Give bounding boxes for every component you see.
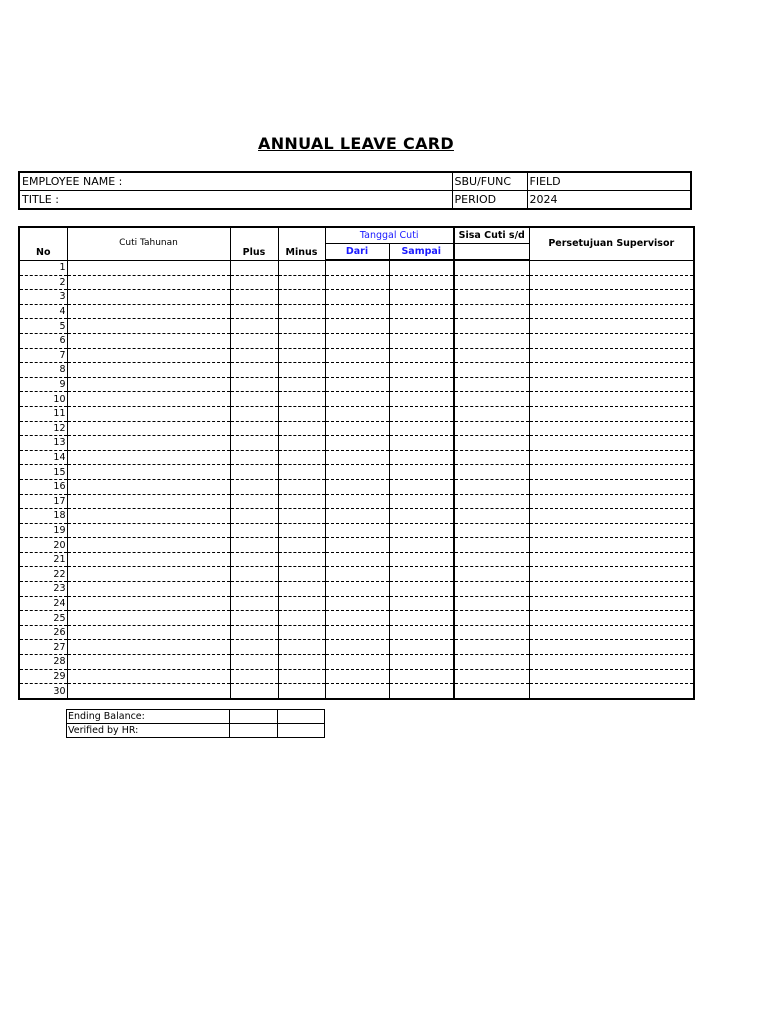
ending-balance-label: Ending Balance: (67, 710, 230, 724)
sampai-cell[interactable] (389, 552, 454, 567)
verified-plus-cell[interactable] (230, 724, 278, 738)
plus-cell[interactable] (230, 509, 278, 524)
row-number: 2 (19, 275, 67, 290)
sampai-cell[interactable] (389, 319, 454, 334)
row-number: 22 (19, 567, 67, 582)
minus-cell[interactable] (278, 567, 325, 582)
plus-cell[interactable] (230, 523, 278, 538)
employee-name-field[interactable] (19, 172, 452, 191)
minus-cell[interactable] (278, 260, 325, 275)
cuti-tahunan-cell[interactable] (67, 450, 230, 465)
row-number: 26 (19, 625, 67, 640)
table-row (19, 655, 694, 670)
persetujuan-cell[interactable] (529, 640, 694, 655)
sampai-cell[interactable] (389, 260, 454, 275)
sisa-cuti-cell[interactable] (454, 640, 529, 655)
dari-cell[interactable] (325, 684, 389, 699)
dari-cell[interactable] (325, 669, 389, 684)
row-number: 19 (19, 523, 67, 538)
sisa-cuti-cell[interactable] (454, 436, 529, 451)
persetujuan-cell[interactable] (529, 494, 694, 509)
dari-cell[interactable] (325, 319, 389, 334)
row-number: 18 (19, 509, 67, 524)
row-number: 29 (19, 669, 67, 684)
persetujuan-cell[interactable] (529, 436, 694, 451)
row-number: 17 (19, 494, 67, 509)
plus-cell[interactable] (230, 377, 278, 392)
plus-cell[interactable] (230, 655, 278, 670)
persetujuan-cell[interactable] (529, 304, 694, 319)
sisa-cuti-cell[interactable] (454, 465, 529, 480)
minus-cell[interactable] (278, 450, 325, 465)
sisa-cuti-cell[interactable] (454, 450, 529, 465)
dari-cell[interactable] (325, 333, 389, 348)
persetujuan-cell[interactable] (529, 669, 694, 684)
title-label: TITLE : (22, 193, 59, 206)
cuti-tahunan-cell[interactable] (67, 377, 230, 392)
cuti-tahunan-cell[interactable] (67, 436, 230, 451)
ending-balance-minus-cell[interactable] (278, 710, 325, 724)
sbu-value[interactable]: FIELD (527, 172, 691, 191)
sampai-cell[interactable] (389, 567, 454, 582)
row-number: 16 (19, 479, 67, 494)
sisa-cuti-cell[interactable] (454, 304, 529, 319)
sisa-cuti-cell[interactable] (454, 567, 529, 582)
persetujuan-cell[interactable] (529, 260, 694, 275)
header-cuti-tahunan: Cuti Tahunan (67, 227, 230, 260)
plus-cell[interactable] (230, 538, 278, 553)
persetujuan-cell[interactable] (529, 290, 694, 305)
minus-cell[interactable] (278, 523, 325, 538)
table-row (19, 625, 694, 640)
minus-cell[interactable] (278, 319, 325, 334)
dari-cell[interactable] (325, 392, 389, 407)
sampai-cell[interactable] (389, 406, 454, 421)
sisa-cuti-cell[interactable] (454, 348, 529, 363)
sisa-cuti-cell[interactable] (454, 684, 529, 699)
dari-cell[interactable] (325, 625, 389, 640)
dari-cell[interactable] (325, 567, 389, 582)
dari-cell[interactable] (325, 494, 389, 509)
sisa-cuti-cell[interactable] (454, 669, 529, 684)
sampai-cell[interactable] (389, 625, 454, 640)
minus-cell[interactable] (278, 436, 325, 451)
minus-cell[interactable] (278, 655, 325, 670)
cuti-tahunan-cell[interactable] (67, 465, 230, 480)
table-row (19, 290, 694, 305)
sbu-label: SBU/FUNC (452, 172, 527, 191)
sisa-cuti-cell[interactable] (454, 479, 529, 494)
cuti-tahunan-cell[interactable] (67, 319, 230, 334)
persetujuan-cell[interactable] (529, 392, 694, 407)
table-row (19, 421, 694, 436)
title-field[interactable] (19, 191, 452, 210)
persetujuan-cell[interactable] (529, 552, 694, 567)
row-number: 24 (19, 596, 67, 611)
dari-cell[interactable] (325, 640, 389, 655)
minus-cell[interactable] (278, 406, 325, 421)
minus-cell[interactable] (278, 348, 325, 363)
minus-cell[interactable] (278, 669, 325, 684)
cuti-tahunan-cell[interactable] (67, 406, 230, 421)
minus-cell[interactable] (278, 363, 325, 378)
persetujuan-cell[interactable] (529, 363, 694, 378)
dari-cell[interactable] (325, 465, 389, 480)
cuti-tahunan-cell[interactable] (67, 655, 230, 670)
minus-cell[interactable] (278, 275, 325, 290)
sampai-cell[interactable] (389, 669, 454, 684)
table-row (19, 523, 694, 538)
plus-cell[interactable] (230, 625, 278, 640)
sampai-cell[interactable] (389, 450, 454, 465)
sampai-cell[interactable] (389, 436, 454, 451)
sampai-cell[interactable] (389, 523, 454, 538)
plus-cell[interactable] (230, 684, 278, 699)
persetujuan-cell[interactable] (529, 275, 694, 290)
table-row (19, 479, 694, 494)
dari-cell[interactable] (325, 523, 389, 538)
header-sampai: Sampai (389, 244, 454, 261)
table-row (19, 684, 694, 699)
header-tanggal-cuti: Tanggal Cuti (325, 227, 454, 244)
minus-cell[interactable] (278, 611, 325, 626)
sampai-cell[interactable] (389, 640, 454, 655)
cuti-tahunan-cell[interactable] (67, 596, 230, 611)
table-row (19, 509, 694, 524)
table-row (19, 304, 694, 319)
minus-cell[interactable] (278, 421, 325, 436)
table-row (19, 333, 694, 348)
leave-table (18, 226, 695, 700)
plus-cell[interactable] (230, 392, 278, 407)
plus-cell[interactable] (230, 304, 278, 319)
header-persetujuan: Persetujuan Supervisor (529, 227, 694, 260)
plus-cell[interactable] (230, 406, 278, 421)
cuti-tahunan-cell[interactable] (67, 684, 230, 699)
plus-cell[interactable] (230, 567, 278, 582)
sisa-cuti-cell[interactable] (454, 333, 529, 348)
cuti-tahunan-cell[interactable] (67, 582, 230, 597)
sisa-cuti-cell[interactable] (454, 625, 529, 640)
row-number: 9 (19, 377, 67, 392)
row-number: 25 (19, 611, 67, 626)
table-row (19, 582, 694, 597)
cuti-tahunan-cell[interactable] (67, 523, 230, 538)
minus-cell[interactable] (278, 596, 325, 611)
row-number: 11 (19, 406, 67, 421)
period-label: PERIOD (452, 191, 527, 210)
sisa-cuti-cell[interactable] (454, 319, 529, 334)
plus-cell[interactable] (230, 275, 278, 290)
persetujuan-cell[interactable] (529, 596, 694, 611)
table-row (19, 275, 694, 290)
persetujuan-cell[interactable] (529, 377, 694, 392)
sisa-cuti-cell[interactable] (454, 582, 529, 597)
sisa-cuti-cell[interactable] (454, 406, 529, 421)
page-title: ANNUAL LEAVE CARD (258, 134, 454, 153)
table-row (19, 596, 694, 611)
sampai-cell[interactable] (389, 655, 454, 670)
table-row (19, 377, 694, 392)
cuti-tahunan-cell[interactable] (67, 260, 230, 275)
persetujuan-cell[interactable] (529, 348, 694, 363)
table-row (19, 260, 694, 275)
table-row (19, 567, 694, 582)
dari-cell[interactable] (325, 275, 389, 290)
header-sisa-cuti: Sisa Cuti s/d (454, 227, 529, 244)
sisa-cuti-cell[interactable] (454, 290, 529, 305)
row-number: 13 (19, 436, 67, 451)
sampai-cell[interactable] (389, 509, 454, 524)
minus-cell[interactable] (278, 377, 325, 392)
sampai-cell[interactable] (389, 611, 454, 626)
row-number: 4 (19, 304, 67, 319)
table-row (19, 538, 694, 553)
period-value[interactable]: 2024 (529, 193, 558, 206)
table-row (19, 319, 694, 334)
plus-cell[interactable] (230, 290, 278, 305)
cuti-tahunan-cell[interactable] (67, 494, 230, 509)
row-number: 30 (19, 684, 67, 699)
minus-cell[interactable] (278, 304, 325, 319)
persetujuan-cell[interactable] (529, 465, 694, 480)
sampai-cell[interactable] (389, 377, 454, 392)
row-number: 12 (19, 421, 67, 436)
sampai-cell[interactable] (389, 348, 454, 363)
minus-cell[interactable] (278, 640, 325, 655)
sampai-cell[interactable] (389, 582, 454, 597)
cuti-tahunan-cell[interactable] (67, 625, 230, 640)
header-no: No (19, 227, 67, 260)
cuti-tahunan-cell[interactable] (67, 552, 230, 567)
sampai-cell[interactable] (389, 290, 454, 305)
sampai-cell[interactable] (389, 333, 454, 348)
sisa-cuti-cell[interactable] (454, 275, 529, 290)
dari-cell[interactable] (325, 348, 389, 363)
cuti-tahunan-cell[interactable] (67, 392, 230, 407)
persetujuan-cell[interactable] (529, 684, 694, 699)
dari-cell[interactable] (325, 406, 389, 421)
table-row (19, 494, 694, 509)
persetujuan-cell[interactable] (529, 655, 694, 670)
cuti-tahunan-cell[interactable] (67, 669, 230, 684)
sampai-cell[interactable] (389, 421, 454, 436)
dari-cell[interactable] (325, 596, 389, 611)
row-number: 15 (19, 465, 67, 480)
employee-info-box (18, 171, 692, 210)
sampai-cell[interactable] (389, 363, 454, 378)
sisa-cuti-cell[interactable] (454, 260, 529, 275)
row-number: 20 (19, 538, 67, 553)
sisa-cuti-cell[interactable] (454, 538, 529, 553)
verified-minus-cell[interactable] (278, 724, 325, 738)
table-row (19, 363, 694, 378)
cuti-tahunan-cell[interactable] (67, 611, 230, 626)
sampai-cell[interactable] (389, 684, 454, 699)
row-number: 10 (19, 392, 67, 407)
plus-cell[interactable] (230, 669, 278, 684)
plus-cell[interactable] (230, 333, 278, 348)
sampai-cell[interactable] (389, 596, 454, 611)
cuti-tahunan-cell[interactable] (67, 333, 230, 348)
plus-cell[interactable] (230, 363, 278, 378)
row-number: 27 (19, 640, 67, 655)
sampai-cell[interactable] (389, 494, 454, 509)
sampai-cell[interactable] (389, 479, 454, 494)
minus-cell[interactable] (278, 290, 325, 305)
table-row (19, 392, 694, 407)
minus-cell[interactable] (278, 494, 325, 509)
dari-cell[interactable] (325, 290, 389, 305)
sampai-cell[interactable] (389, 304, 454, 319)
table-row (19, 465, 694, 480)
cuti-tahunan-cell[interactable] (67, 275, 230, 290)
persetujuan-cell[interactable] (529, 611, 694, 626)
sampai-cell[interactable] (389, 538, 454, 553)
row-number: 6 (19, 333, 67, 348)
dari-cell[interactable] (325, 655, 389, 670)
persetujuan-cell[interactable] (529, 523, 694, 538)
sampai-cell[interactable] (389, 392, 454, 407)
dari-cell[interactable] (325, 260, 389, 275)
persetujuan-cell[interactable] (529, 333, 694, 348)
dari-cell[interactable] (325, 538, 389, 553)
cuti-tahunan-cell[interactable] (67, 421, 230, 436)
dari-cell[interactable] (325, 509, 389, 524)
table-row (19, 640, 694, 655)
dari-cell[interactable] (325, 377, 389, 392)
dari-cell[interactable] (325, 552, 389, 567)
sisa-cuti-cell[interactable] (454, 392, 529, 407)
footer-box (66, 709, 325, 738)
row-number: 8 (19, 363, 67, 378)
row-number: 1 (19, 260, 67, 275)
minus-cell[interactable] (278, 582, 325, 597)
header-plus: Plus (230, 227, 278, 260)
persetujuan-cell[interactable] (529, 450, 694, 465)
sisa-cuti-cell[interactable] (454, 596, 529, 611)
minus-cell[interactable] (278, 625, 325, 640)
minus-cell[interactable] (278, 552, 325, 567)
cuti-tahunan-cell[interactable] (67, 509, 230, 524)
sisa-cuti-cell[interactable] (454, 377, 529, 392)
persetujuan-cell[interactable] (529, 567, 694, 582)
minus-cell[interactable] (278, 538, 325, 553)
cuti-tahunan-cell[interactable] (67, 640, 230, 655)
persetujuan-cell[interactable] (529, 406, 694, 421)
plus-cell[interactable] (230, 494, 278, 509)
cuti-tahunan-cell[interactable] (67, 567, 230, 582)
sampai-cell[interactable] (389, 465, 454, 480)
plus-cell[interactable] (230, 348, 278, 363)
plus-cell[interactable] (230, 436, 278, 451)
sisa-cuti-cell[interactable] (454, 611, 529, 626)
minus-cell[interactable] (278, 684, 325, 699)
row-number: 21 (19, 552, 67, 567)
header-sisa-cuti-blank (454, 244, 529, 261)
plus-cell[interactable] (230, 582, 278, 597)
table-row (19, 406, 694, 421)
sisa-cuti-cell[interactable] (454, 421, 529, 436)
plus-cell[interactable] (230, 319, 278, 334)
plus-cell[interactable] (230, 260, 278, 275)
sisa-cuti-cell[interactable] (454, 494, 529, 509)
plus-cell[interactable] (230, 450, 278, 465)
employee-name-label: EMPLOYEE NAME : (22, 175, 123, 188)
minus-cell[interactable] (278, 333, 325, 348)
sampai-cell[interactable] (389, 275, 454, 290)
persetujuan-cell[interactable] (529, 479, 694, 494)
plus-cell[interactable] (230, 421, 278, 436)
sisa-cuti-cell[interactable] (454, 552, 529, 567)
cuti-tahunan-cell[interactable] (67, 290, 230, 305)
row-number: 28 (19, 655, 67, 670)
row-number: 3 (19, 290, 67, 305)
minus-cell[interactable] (278, 479, 325, 494)
table-row (19, 669, 694, 684)
sisa-cuti-cell[interactable] (454, 655, 529, 670)
table-row (19, 611, 694, 626)
persetujuan-cell[interactable] (529, 319, 694, 334)
ending-balance-plus-cell[interactable] (230, 710, 278, 724)
minus-cell[interactable] (278, 465, 325, 480)
table-row (19, 450, 694, 465)
dari-cell[interactable] (325, 363, 389, 378)
minus-cell[interactable] (278, 392, 325, 407)
persetujuan-cell[interactable] (529, 421, 694, 436)
dari-cell[interactable] (325, 479, 389, 494)
cuti-tahunan-cell[interactable] (67, 304, 230, 319)
dari-cell[interactable] (325, 582, 389, 597)
dari-cell[interactable] (325, 421, 389, 436)
row-number: 23 (19, 582, 67, 597)
persetujuan-cell[interactable] (529, 538, 694, 553)
row-number: 7 (19, 348, 67, 363)
cuti-tahunan-cell[interactable] (67, 538, 230, 553)
sisa-cuti-cell[interactable] (454, 363, 529, 378)
persetujuan-cell[interactable] (529, 582, 694, 597)
cuti-tahunan-cell[interactable] (67, 479, 230, 494)
dari-cell[interactable] (325, 611, 389, 626)
table-row (19, 552, 694, 567)
header-dari: Dari (325, 244, 389, 261)
plus-cell[interactable] (230, 640, 278, 655)
sisa-cuti-cell[interactable] (454, 523, 529, 538)
plus-cell[interactable] (230, 465, 278, 480)
sisa-cuti-cell[interactable] (454, 509, 529, 524)
plus-cell[interactable] (230, 479, 278, 494)
persetujuan-cell[interactable] (529, 509, 694, 524)
cuti-tahunan-cell[interactable] (67, 363, 230, 378)
row-number: 5 (19, 319, 67, 334)
header-minus: Minus (278, 227, 325, 260)
cuti-tahunan-cell[interactable] (67, 348, 230, 363)
dari-cell[interactable] (325, 436, 389, 451)
plus-cell[interactable] (230, 611, 278, 626)
table-row (19, 436, 694, 451)
plus-cell[interactable] (230, 596, 278, 611)
persetujuan-cell[interactable] (529, 625, 694, 640)
row-number: 14 (19, 450, 67, 465)
table-row (19, 348, 694, 363)
minus-cell[interactable] (278, 509, 325, 524)
verified-label: Verified by HR: (67, 724, 230, 738)
plus-cell[interactable] (230, 552, 278, 567)
dari-cell[interactable] (325, 304, 389, 319)
dari-cell[interactable] (325, 450, 389, 465)
